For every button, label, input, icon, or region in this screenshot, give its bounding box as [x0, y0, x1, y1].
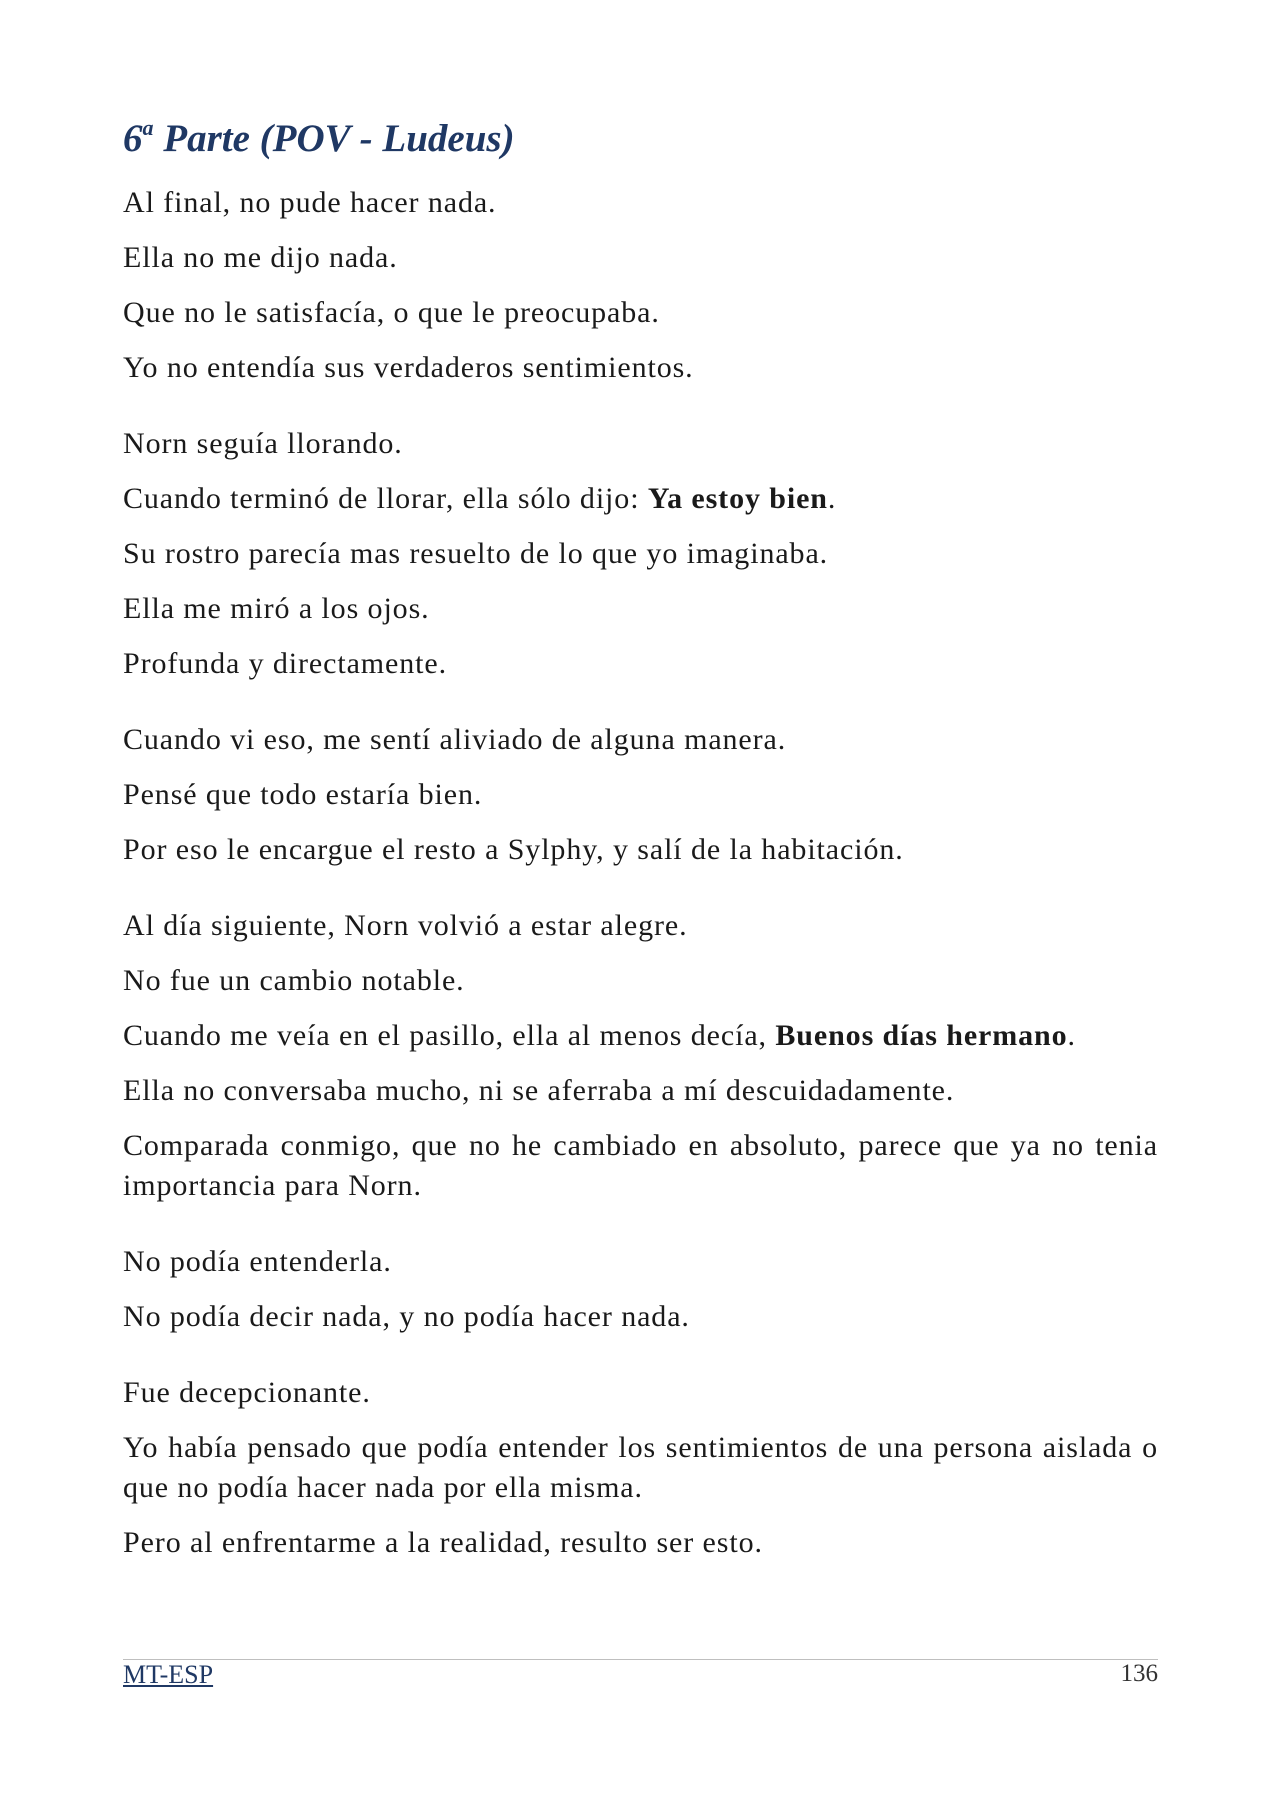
footer-divider: [123, 1659, 1158, 1660]
paragraph: Ella no conversaba mucho, ni se aferraba a mí descuidadamente.: [123, 1073, 955, 1107]
paragraph: Yo había pensado que podía entender los sentimientos de una persona aislada o que no podía hacer nada por ella misma.: [123, 1430, 1158, 1504]
paragraph: Profunda y directamente.: [123, 646, 447, 680]
paragraph: Pero al enfrentarme a la realidad, resulto ser esto.: [123, 1525, 763, 1559]
paragraph: Yo no entendía sus verdaderos sentimientos.: [123, 350, 694, 384]
chapter-heading: [123, 115, 1158, 161]
paragraph: No podía entenderla.: [123, 1244, 392, 1278]
paragraph: Al día siguiente, Norn volvió a estar alegre.: [123, 908, 688, 942]
paragraph-with-emphasis: [123, 1016, 1158, 1056]
paragraph: Comparada conmigo, que no he cambiado en absoluto, parece que ya no tenia importancia para Norn.: [123, 1128, 1158, 1202]
paragraph: Al final, no pude hacer nada.: [123, 185, 497, 219]
paragraph: Ella no me dijo nada.: [123, 240, 398, 274]
paragraph-text: .: [827, 481, 837, 515]
paragraph: No podía decir nada, y no podía hacer nada.: [123, 1299, 690, 1333]
heading-title: Parte (POV - Ludeus): [153, 117, 515, 160]
paragraph: Por eso le encargue el resto a Sylphy, y salí de la habitación.: [123, 832, 904, 866]
paragraph: Fue decepcionante.: [123, 1375, 371, 1409]
heading-number: 6: [123, 117, 143, 160]
paragraph-text: Cuando me veía en el pasillo, ella al menos decía,: [123, 1018, 776, 1052]
paragraph-with-emphasis: [123, 479, 1158, 519]
footer-link[interactable]: MT-ESP: [123, 1660, 214, 1689]
paragraph: Ella me miró a los ojos.: [123, 591, 430, 625]
page-number: 136: [1120, 1660, 1158, 1687]
emphasis-text: Buenos días hermano: [775, 1018, 1068, 1052]
paragraph: Norn seguía llorando.: [123, 426, 403, 460]
paragraph: Que no le satisfacía, o que le preocupaba.: [123, 295, 660, 329]
emphasis-text: Ya estoy bien: [647, 481, 828, 515]
heading-ordinal: a: [142, 115, 154, 140]
paragraph: No fue un cambio notable.: [123, 963, 465, 997]
paragraph: Cuando vi eso, me sentí aliviado de alguna manera.: [123, 722, 787, 756]
paragraph: Su rostro parecía mas resuelto de lo que yo imaginaba.: [123, 536, 829, 570]
paragraph: Pensé que todo estaría bien.: [123, 777, 483, 811]
paragraph-text: Cuando terminó de llorar, ella sólo dijo:: [123, 481, 648, 515]
page-content: [123, 115, 1158, 1578]
paragraph-text: .: [1067, 1018, 1076, 1052]
